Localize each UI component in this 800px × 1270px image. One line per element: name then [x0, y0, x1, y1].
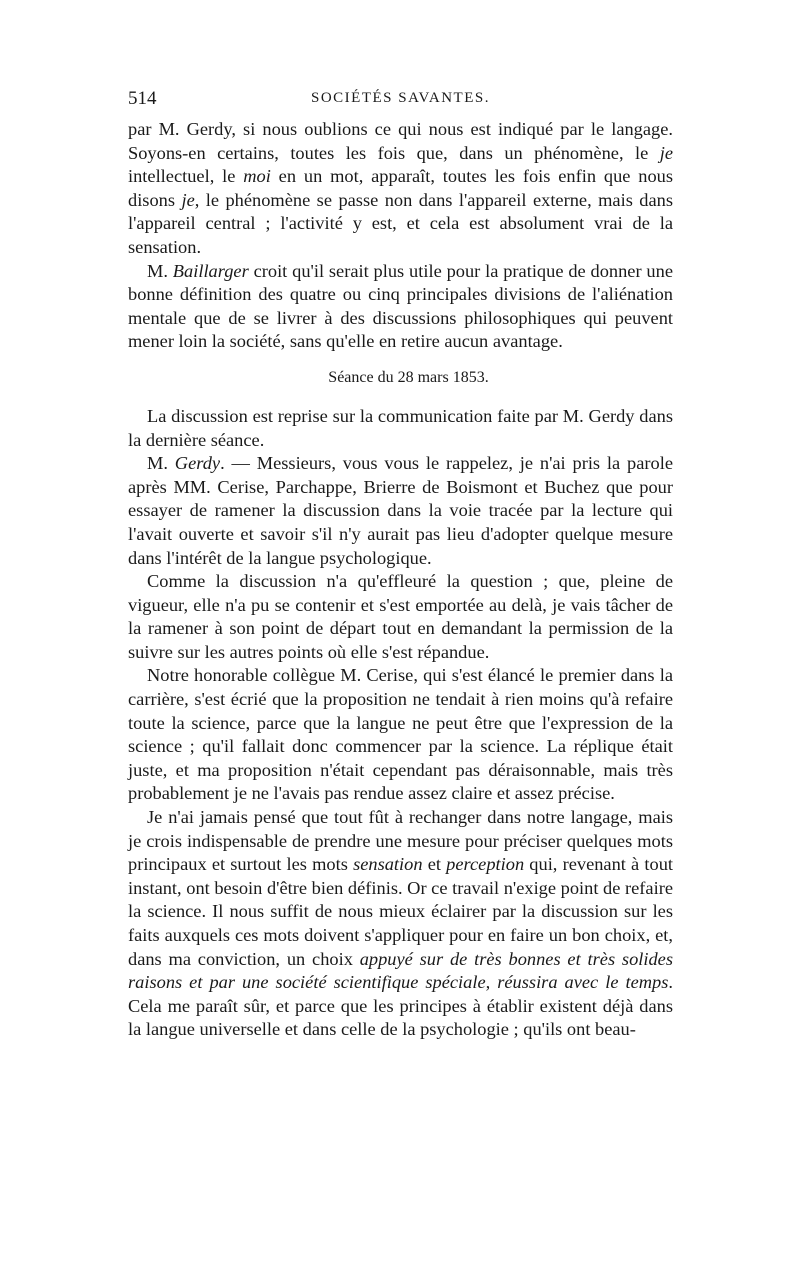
running-title: SOCIÉTÉS SAVANTES. [311, 90, 490, 106]
page-header [128, 88, 673, 118]
page-number: 514 [128, 88, 157, 109]
paragraph-cerise-reply: Notre honorable collègue M. Cerise, qui s'est élancé le premier dans la carrière, s'est écrié que la proposition ne tendait à rien moins qu'à refaire toute la science, parce que la langue ne peut être que l'expression de la science ; qu'il fallait donc commencer par la science. La réplique était juste, et ma proposition n'était cependant pas déraisonnable, mais très probablement je ne l'avais pas rendue assez claire et assez précise. [128, 665, 673, 804]
paragraph-gerdy-continuation: par M. Gerdy, si nous oublions ce qui nous est indiqué par le langage. Soyons-en certains, toutes les fois que, dans un phénomène, le je intellectuel, le moi en un mot, apparaît, toutes les fois enfin que nous disons je, le phénomène se passe non dans l'appareil externe, mais dans l'appareil central ; l'activité y est, et cela est absolument vrai de la sensation. [128, 119, 674, 257]
paragraph-discussion-scope: Comme la discussion n'a qu'effleuré la question ; que, pleine de vigueur, elle n'a pu se contenir et s'est emportée au delà, je vais tâcher de la ramener à son point de départ tout en demandant la permission de la suivre sur les autres points où elle s'est répandue. [128, 571, 673, 662]
session-heading: Séance du 28 mars 1853. [328, 368, 489, 386]
paragraph-baillarger: M. Baillarger croit qu'il serait plus utile pour la pratique de donner une bonne définition des quatre ou cinq principales divisions de l'aliénation mentale que de se livrer à des discussions philosophiques qui peuvent mener loin la société, sans qu'elle en retire aucun avantage. [128, 260, 673, 352]
paragraph-language-measure: Je n'ai jamais pensé que tout fût à rechanger dans notre langage, mais je crois indispensable de prendre une mesure pour préciser quelques mots principaux et surtout les mots sensation et perception qui, revenant à tout instant, ont besoin d'être bien définis. Or ce travail n'exige point de refaire la science. Il nous suffit de nous mieux éclairer par la discussion sur les faits auxquels ces mots doivent s'appliquer pour en faire un bon choix, et, dans ma conviction, un choix appuyé sur de très bonnes et très solides raisons et par une société scientifique spéciale, réussira avec le temps. Cela me paraît sûr, et parce que les principes à établir existent déjà dans la langue universelle et dans celle de la psychologie ; qu'ils ont beau- [128, 807, 674, 1040]
paragraph-discussion-resumed: La discussion est reprise sur la communication faite par M. Gerdy dans la dernière séance. [128, 405, 673, 450]
paragraph-gerdy-speech: M. Gerdy. — Messieurs, vous vous le rappelez, je n'ai pris la parole après MM. Cerise, Parchappe, Brierre de Boismont et Buchez que pour essayer de ramener la discussion dans la voie tracée par la lecture qui l'avait ouverte et savoir s'il n'y aurait pas lieu d'adopter quelque mesure dans l'intérêt de la langue psychologique. [128, 453, 673, 568]
book-page [128, 88, 673, 1042]
